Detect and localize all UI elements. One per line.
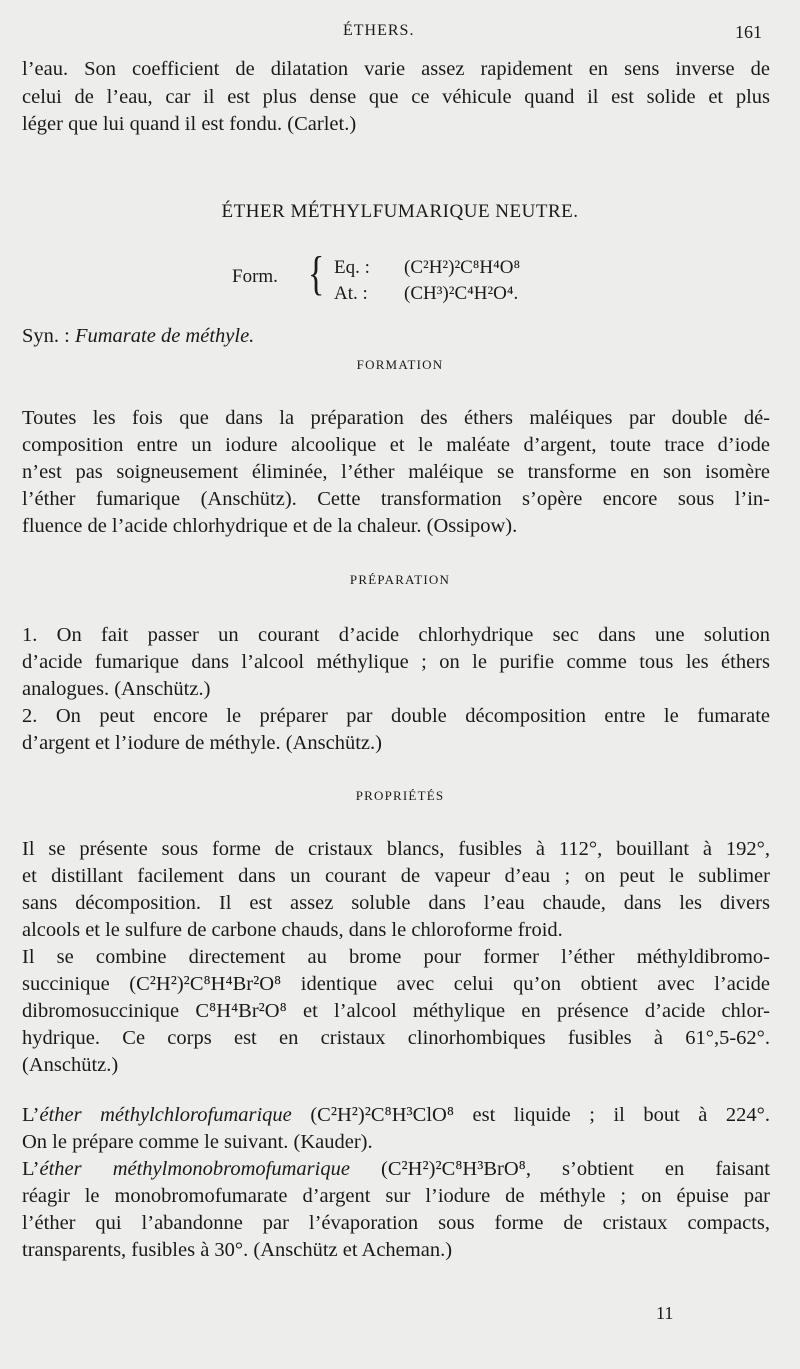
bromo-prefix: L’: [22, 1158, 40, 1180]
properties-line: dibromosuccinique C⁸H⁴Br²O⁸ et l’alcool méthylique en présence d’acide chlor-: [22, 1000, 770, 1022]
syn-value: Fumarate de méthyle.: [74, 325, 255, 347]
syn-label: Syn. :: [22, 325, 75, 347]
bromo-line: l’éther qui l’abandonne par l’évaporation sous forme de cristaux compacts,: [22, 1212, 770, 1234]
formation-line: Toutes les fois que dans la préparation des éthers maléiques par double dé-: [22, 407, 770, 429]
preparation-heading: PRÉPARATION: [349, 572, 451, 587]
synonym-line: [22, 323, 770, 350]
at-label: At. :: [334, 283, 368, 304]
preparation-line: analogues. (Anschütz.): [22, 678, 211, 700]
eq-label: Eq. :: [334, 257, 370, 278]
chloro-rest: (C²H²)²C⁸H³ClO⁸ est liquide ; il bout à 224°.: [291, 1104, 770, 1126]
bromo-line: [22, 1156, 770, 1183]
brace-glyph: {: [308, 248, 325, 301]
formation-line: l’éther fumarique (Anschütz). Cette transformation s’opère encore sous l’in-: [22, 488, 770, 510]
running-title: ÉTHERS.: [343, 22, 415, 39]
intro-line: celui de l’eau, car il est plus dense que ce véhicule quand il est solide et plus: [22, 86, 770, 108]
running-head: [0, 18, 800, 48]
properties-line: hydrique. Ce corps est en cristaux clinorhombiques fusibles à 61°,5-62°.: [22, 1027, 770, 1049]
form-label: Form.: [232, 266, 278, 287]
bromo-line: réagir le monobromofumarate d’argent sur l’iodure de méthyle ; on épuise par: [22, 1185, 770, 1207]
chloro-name: éther méthylchlorofumarique: [39, 1104, 292, 1126]
preparation-line: 1. On fait passer un courant d’acide chlorhydrique sec dans une solution: [22, 624, 770, 646]
intro-line: léger que lui quand il est fondu. (Carlet.): [22, 113, 357, 135]
bromo-line: transparents, fusibles à 30°. (Anschütz et Acheman.): [22, 1239, 453, 1261]
properties-line: (Anschütz.): [22, 1054, 119, 1076]
properties-heading: PROPRIÉTÉS: [355, 788, 445, 803]
properties-line: Il se combine directement au brome pour former l’éther méthyldibromo-: [22, 946, 770, 968]
preparation-line: d’acide fumarique dans l’alcool méthylique ; on le purifie comme tous les éthers: [22, 651, 770, 673]
intro-line: l’eau. Son coefficient de dilatation varie assez rapidement en sens inverse de: [22, 58, 770, 80]
preparation-line: d’argent et l’iodure de méthyle. (Anschütz.): [22, 732, 382, 754]
chloro-line-2: On le prépare comme le suivant. (Kauder).: [22, 1131, 373, 1153]
properties-line: sans décomposition. Il est assez soluble dans l’eau chaude, dans les divers: [22, 892, 770, 914]
formation-heading: FORMATION: [356, 357, 444, 372]
preparation-line: 2. On peut encore le préparer par double décomposition entre le fumarate: [22, 705, 770, 727]
formation-line: fluence de l’acide chlorhydrique et de la chaleur. (Ossipow).: [22, 515, 518, 537]
formation-line: composition entre un iodure alcoolique et le maléate d’argent, toute trace d’iode: [22, 434, 770, 456]
eq-formula: (C²H²)²C⁸H⁴O⁸: [404, 257, 521, 278]
properties-line: succinique (C²H²)²C⁸H⁴Br²O⁸ identique avec celui qu’on obtient avec l’acide: [22, 973, 770, 995]
at-formula: (CH³)²C⁴H²O⁴.: [404, 283, 519, 304]
properties-line: Il se présente sous forme de cristaux blancs, fusibles à 112°, bouillant à 192°,: [22, 838, 770, 860]
compound-title: ÉTHER MÉTHYLFUMARIQUE NEUTRE.: [221, 201, 579, 222]
signature-mark: 11: [656, 1303, 674, 1323]
chloro-prefix: L’: [22, 1104, 40, 1126]
chloro-line: [22, 1102, 770, 1129]
bromo-rest: (C²H²)²C⁸H³BrO⁸, s’obtient en faisant: [349, 1158, 770, 1180]
properties-line: et distillant facilement dans un courant de vapeur d’eau ; on peut le sublimer: [22, 865, 770, 887]
page-number: 161: [735, 22, 762, 42]
formation-line: n’est pas soigneusement éliminée, l’éther maléique se transforme en son isomère: [22, 461, 770, 483]
bromo-name: éther méthylmonobromofumarique: [39, 1158, 350, 1180]
properties-line: alcools et le sulfure de carbone chauds, dans le chloroforme froid.: [22, 919, 563, 941]
